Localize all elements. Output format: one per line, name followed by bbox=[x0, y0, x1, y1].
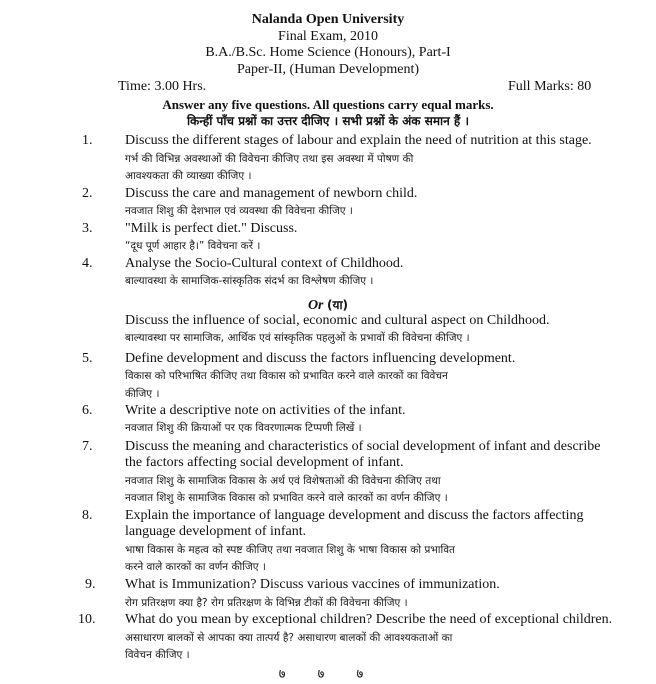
exam-title: Final Exam, 2010 bbox=[278, 29, 378, 44]
question-text-hi: नवजात शिशु के सामाजिक विकास के अर्थ एवं विशेषताओं की विवेचना कीजिए तथा bbox=[125, 475, 441, 487]
question-text-en: Discuss the care and management of newborn child. bbox=[125, 186, 418, 201]
question-text-hi: बाल्यावस्था पर सामाजिक, आर्थिक एवं सांस्कृतिक पहलुओं के प्रभावों की विवेचना कीजिए । bbox=[125, 332, 470, 344]
question-number: 9. bbox=[85, 577, 96, 592]
question-number: 3. bbox=[82, 221, 93, 236]
course-title: B.A./B.Sc. Home Science (Honours), Part-I bbox=[205, 45, 451, 60]
question-text-en: Discuss the meaning and characteristics of social development of infant and describe bbox=[125, 439, 601, 454]
or-divider bbox=[0, 296, 656, 314]
question-text-hi: आवश्यकता की व्याख्या कीजिए । bbox=[125, 170, 252, 182]
paper-title: Paper-II, (Human Development) bbox=[236, 62, 420, 77]
question-text-en: Analyse the Socio-Cultural context of Childhood. bbox=[125, 256, 404, 271]
question-text-en: the factors affecting social development of infant. bbox=[125, 455, 404, 470]
question-text-en: Discuss the influence of social, economic and cultural aspect on Childhood. bbox=[125, 313, 550, 328]
instruction-hindi: किन्हीं पाँच प्रश्नों का उत्तर दीजिए । सभी प्रश्नों के अंक समान हैं । bbox=[186, 114, 470, 128]
university-name: Nalanda Open University bbox=[251, 12, 405, 27]
question-text-en: What do you mean by exceptional children? Describe the need of exceptional children. bbox=[125, 612, 613, 627]
question-text-en: Write a descriptive note on activities of the infant. bbox=[125, 403, 406, 418]
question-text-en: What is Immunization? Discuss various vaccines of immunization. bbox=[125, 577, 500, 592]
question-text-en: language development of infant. bbox=[125, 524, 307, 539]
full-marks: Full Marks: 80 bbox=[508, 79, 592, 94]
question-number: 8. bbox=[82, 508, 93, 523]
question-number: 6. bbox=[82, 403, 93, 418]
question-number: 7. bbox=[82, 439, 93, 454]
question-text-hi: करने वाले कारकों का वर्णन कीजिए । bbox=[125, 561, 266, 573]
question-text-hi: गर्भ की विभिन्न अवस्थाओं की विवेचना कीजिए तथा इस अवस्था में पोषण की bbox=[125, 153, 414, 165]
question-text-hi: बाल्यावस्था के सामाजिक-सांस्कृतिक संदर्भ का विश्लेषण कीजिए । bbox=[125, 275, 374, 287]
question-number: 1. bbox=[82, 133, 93, 148]
question-number: 2. bbox=[82, 186, 93, 201]
or-english: Or bbox=[307, 298, 324, 313]
question-number: 4. bbox=[82, 256, 93, 271]
question-number: 5. bbox=[82, 351, 93, 366]
question-text-hi: विकास को परिभाषित कीजिए तथा विकास को प्रभावित करने वाले कारकों का विवेचन bbox=[125, 370, 448, 382]
question-text-en: Define development and discuss the factors influencing development. bbox=[125, 351, 516, 366]
question-text-hi: रोग प्रतिरक्षण क्या है? रोग प्रतिरक्षण के विभिन्न टीकों की विवेचना कीजिए । bbox=[125, 597, 408, 609]
question-text-en: Explain the importance of language development and discuss the factors affecting bbox=[125, 508, 584, 523]
question-text-en: Discuss the different stages of labour and explain the need of nutrition at this stage. bbox=[125, 133, 592, 148]
exam-time: Time: 3.00 Hrs. bbox=[118, 79, 207, 94]
question-number: 10. bbox=[78, 612, 96, 627]
question-text-en: "Milk is perfect diet." Discuss. bbox=[125, 221, 298, 236]
question-text-hi: “दूध पूर्ण आहार है।” विवेचना करें । bbox=[125, 240, 261, 252]
question-text-hi: असाधारण बालकों से आपका क्या तात्पर्य है? असाधारण बालकों की आवश्यकताओं का bbox=[125, 632, 453, 644]
question-text-hi: विवेचन कीजिए । bbox=[125, 649, 190, 661]
question-text-hi: भाषा विकास के महत्व को स्पष्ट कीजिए तथा नवजात शिशु के भाषा विकास को प्रभावित bbox=[125, 544, 456, 556]
or-hindi: (या) bbox=[327, 298, 349, 312]
question-text-hi: नवजात शिशु की देशभाल एवं व्यवस्था की विवेचना कीजिए । bbox=[125, 205, 353, 217]
question-text-hi: कीजिए । bbox=[125, 388, 160, 400]
question-text-hi: नवजात शिशु की क्रियाओं पर एक विवरणात्मक टिप्पणी लिखें । bbox=[125, 422, 362, 434]
footer-marks: ७ ७ ७ bbox=[278, 667, 378, 682]
instruction-english: Answer any five questions. All questions carry equal marks. bbox=[162, 97, 494, 112]
question-text-hi: नवजात शिशु के सामाजिक विकास को प्रभावित करने वाले कारकों का वर्णन कीजिए । bbox=[125, 492, 448, 504]
